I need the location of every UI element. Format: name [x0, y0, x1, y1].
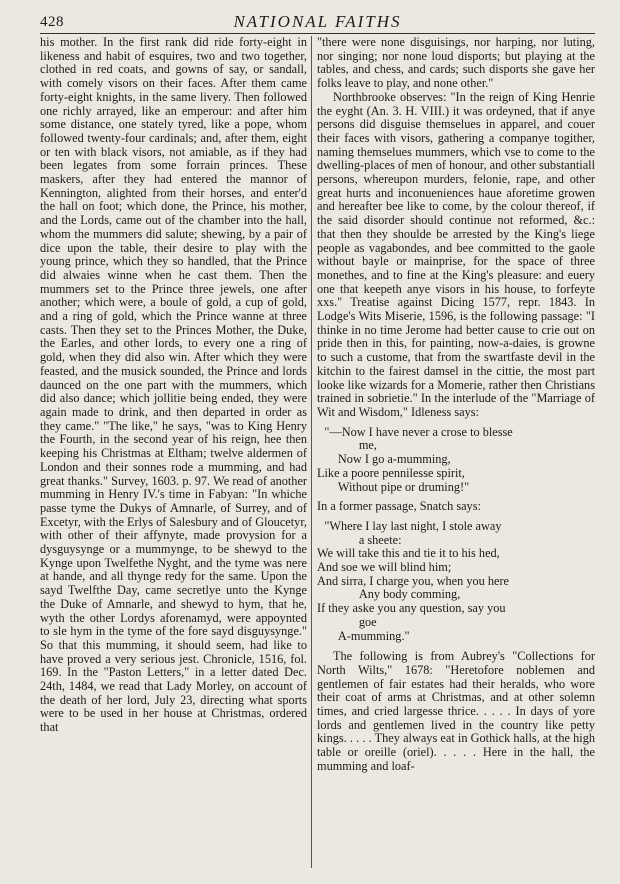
verse-line: "—Now I have never a crose to blesse	[324, 424, 513, 439]
verse-line: goe	[358, 614, 377, 629]
left-paragraph-1: his mother. In the first rank did ride forty-eight in likeness and habit of esquires, two and two together, clothed in red coats, and gowns of say, or sandall, with comely visors on their faces. After them came forty-eight knights, in the same livery. Then followed one richly arrayed, like an emperour: and after him some distance, one stately tyred, like a pope, whom followed twenty-four cardinals; and, after them, eight or ten with black visors, not amiable, as if they had been legates from some forrain princes. These maskers, after they had entered the mannor of Kennington, alighted from their horses, and enter'd the hall on foot; which done, the Prince, his mother, and the Lords, came out of the chamber into the hall, whom the mummers did salute; shewing, by a pair of dice upon the table, their desire to play with the young prince, which they so handled, that the Prince did alwaies winne when he cast them. Then the mummers set to the Prince three jewels, one after another; which were, a boule of gold, a cup of gold, and a ring of gold, which the Prince wanne at three casts. Then they set to the Princes Mother, the Duke, the Earles, and other lords, to every one a ring of gold, when they did also win. After which they were feasted, and the musick sounded, the Prince and lords daunced on the one part with the mummers, which did also dance; which jollitie being ended, they were again made to drink, and then departed in order as they came." "The like," he says, "was to King Henry the Fourth, in the second year of his reign, hee then keeping his Christmas at Eltham; twelve aldermen of London and their sonnes rode a mumming, and had great thanks." Survey, 1603. p. 97. We read of another mumming in Henry IV.'s time in Fabyan: "In whiche passe tyme the Dukys of Amnarle, of Surrey, and of Excetyr, with the Erlys of Salesbury and of Gloucetyr, with other of their affynyte, made provysion for a dysguysynge or a mummynge, to be shewyd to the Kynge upon Twelfethe Nyght, and the tyme was nere at hande, and all thynge redy for the same. Upon the sayd Twelfthe Day, came secretlye unto the Kynge the Duke of Amnarle, and shewyd to hym, that he, wyth the other Lordys aforenamyd, were appoynted to sle hym in the tyme of the fore sayd disguysynge." So that this mumming, it should seem, had like to have proved a very serious jest. Chronicle, 1516, fol. 169. In the "Paston Letters," in a letter dated Dec. 24th, 1484, we read that Lady Morley, on account of the death of her lord, July 23, directing what sports were to be used in her house at Christmas, ordered that	[40, 36, 307, 735]
left-column	[40, 36, 307, 872]
verse-line: Any body comming,	[358, 587, 461, 602]
verse-line: "Where I lay last night, I stole away	[324, 518, 502, 533]
right-paragraph-4: The following is from Aubrey's "Collections for North Wilts," 1678: "Heretofore noblemen and gentlemen of fair estates had their heralds, who wore their coat of arms at Christmas, and at other solemn times, and cried largesse thrice. . . . . In days of yore lords and gentlemen lived in the country like petty kings. . . . . They always eat in Gothick halls, at the high table or oreille (oriel). . . . . Here in the hall, the mumming and loaf-	[317, 649, 595, 773]
running-head: NATIONAL FAITHS	[233, 12, 402, 31]
verse-line: me,	[358, 438, 377, 453]
verse-line: Like a poore pennilesse spirit,	[317, 465, 465, 480]
verse-line: Without pipe or druming!"	[337, 479, 470, 494]
right-paragraph-2: Northbrooke observes: "In the reign of King Henrie the eyght (An. 3. H. VIII.) it was ordeyned, that if anye persons did disguise themselues in apparel, and couer their faces with visors, gathering a companye togither, naming themselues mummers, which vse to come to the dwelling-places of men of honour, and other substantiall persons, whereupon murders, felonie, rape, and other great hurts and inconueniences haue aforetime growen and hereafter bee like to come, by the colour thereof, if the said disorder should continue not reformed, &c.: that then they shoulde be arrested by the King's liege people as vagabondes, and bee committed to the gaole without bayle or mainprise, for the space of three monethes, and to fine at the King's pleasure: and euery one that keepeth anye visors in his house, to forfeyte xxs." Treatise against Dicing 1577, repr. 1843. In Lodge's Wits Miserie, 1596, is the following passage: "I thinke in no time Jerome had better cause to crie out on pride then in this, for painting, now-a-daies, is growne to such a custome, that from the swartfaste devil in the kitchin to the fairest damsel in the cittie, the most part looke like wizards for a Momerie, rather then Christians trained in sobrietie." In the interlude of the "Marriage of Wit and Wisdom," Idleness says:	[317, 89, 595, 419]
verse-snatch	[317, 520, 595, 643]
verse-line: And soe we will blind him;	[317, 560, 452, 575]
right-column	[317, 36, 595, 872]
header-rule	[40, 33, 595, 34]
page-number: 428	[40, 14, 64, 30]
right-paragraph-1: "there were none disguisings, nor harping, nor luting, nor singing; nor none loud disports; but playing at the tables, and chess, and cards; such disports she gave her folks leave to play, and none other."	[317, 36, 595, 91]
verse-line: If they aske you any question, say you	[317, 601, 506, 616]
verse-line: Now I go a-mumming,	[337, 452, 451, 467]
right-paragraph-3: In a former passage, Snatch says:	[317, 499, 481, 514]
page-header	[40, 10, 595, 34]
verse-idleness	[317, 426, 595, 495]
verse-line: We will take this and tie it to his hed,	[317, 546, 500, 561]
verse-line: And sirra, I charge you, when you here	[317, 573, 510, 588]
verse-line: A-mumming."	[337, 628, 410, 643]
verse-line: a sheete:	[358, 532, 402, 547]
column-divider	[311, 36, 312, 868]
